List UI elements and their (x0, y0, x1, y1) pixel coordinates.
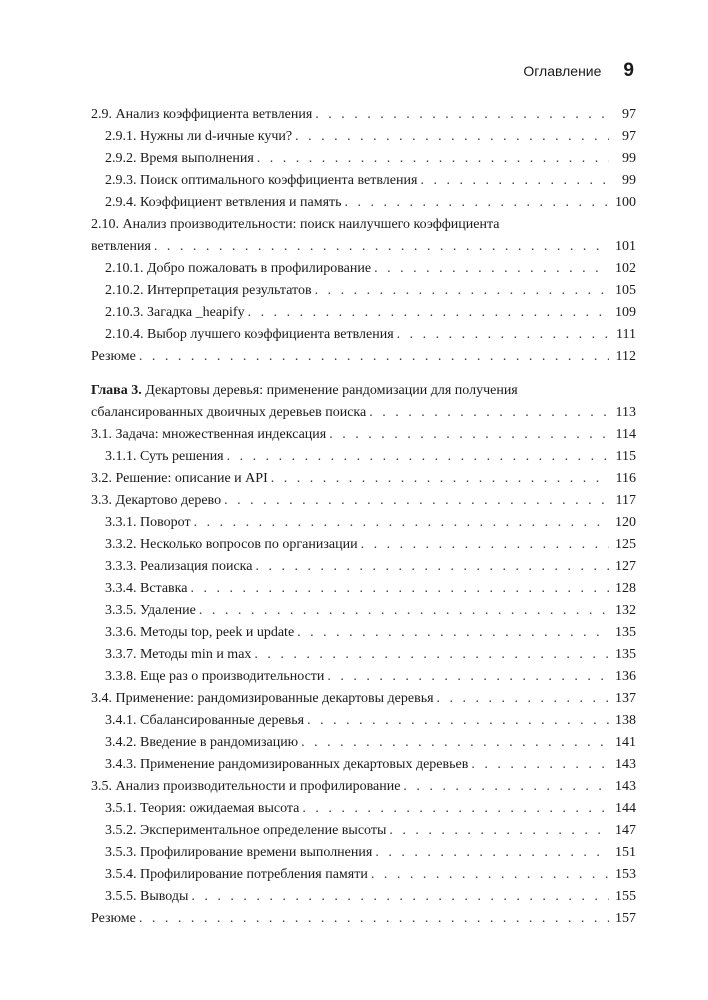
toc-entry (91, 424, 636, 446)
toc-entry-title: 3.4.3. Применение рандомизированных декартовых деревьев (105, 757, 469, 772)
toc-entry-title: Резюме (91, 911, 136, 926)
toc-entry (91, 236, 636, 258)
toc-page-number: 101 (615, 239, 636, 254)
toc-entry (91, 798, 636, 820)
leader-dots (257, 148, 609, 170)
toc-entry-title: 3.3.3. Реализация поиска (105, 559, 253, 574)
leader-dots (420, 170, 609, 192)
toc-entry (91, 346, 636, 368)
toc-page-number: 97 (622, 129, 636, 144)
toc-entry (91, 644, 636, 666)
toc-entry-title: 3.5. Анализ производительности и профилирование (91, 779, 401, 794)
toc-entry-title: 3.5.1. Теория: ожидаемая высота (105, 801, 300, 816)
toc-page-number: 155 (615, 889, 636, 904)
toc-entry-title: 3.5.4. Профилирование потребления памяти (105, 867, 368, 882)
toc-page-number: 113 (615, 405, 636, 420)
table-of-contents (91, 104, 636, 930)
running-header (523, 60, 634, 82)
toc-page-number: 102 (615, 261, 636, 276)
leader-dots (307, 710, 609, 732)
toc-entry (91, 666, 636, 688)
toc-entry (91, 622, 636, 644)
toc-page-number: 157 (615, 911, 636, 926)
leader-dots (369, 402, 609, 424)
toc-entry (91, 842, 636, 864)
leader-dots (329, 424, 609, 446)
toc-page-number: 151 (615, 845, 636, 860)
toc-entry (91, 192, 636, 214)
toc-entry-title: 3.4. Применение: рандомизированные декартовы деревья (91, 691, 434, 706)
chapter-title-line2: сбалансированных двоичных деревьев поиска (91, 405, 367, 420)
toc-page-number: 132 (615, 603, 636, 618)
leader-dots (345, 192, 609, 214)
leader-dots (254, 644, 609, 666)
toc-entry-title: 3.4.2. Введение в рандомизацию (105, 735, 299, 750)
leader-dots (302, 798, 609, 820)
leader-dots (327, 666, 609, 688)
toc-page-number: 153 (615, 867, 636, 882)
toc-entry-title: 2.9.4. Коэффициент ветвления и память (105, 195, 342, 210)
toc-entry-title: 3.3. Декартово дерево (91, 493, 222, 508)
toc-page-number: 120 (615, 515, 636, 530)
toc-entry (91, 104, 636, 126)
leader-dots (471, 754, 609, 776)
toc-section-3 (91, 424, 636, 930)
leader-dots (315, 280, 609, 302)
toc-entry (91, 170, 636, 192)
leader-dots (371, 864, 609, 886)
toc-entry-title: 2.9.2. Время выполнения (105, 151, 254, 166)
leader-dots (361, 534, 609, 556)
toc-page-number: 112 (615, 349, 636, 364)
chapter-prefix: Глава 3. (91, 383, 142, 398)
toc-page-number: 116 (615, 471, 636, 486)
toc-entry-title: 3.3.2. Несколько вопросов по организации (105, 537, 358, 552)
toc-entry-title: 3.4.1. Сбалансированные деревья (105, 713, 305, 728)
toc-entry (91, 512, 636, 534)
toc-entry-title: 3.3.7. Методы min и max (105, 647, 252, 662)
toc-page-number: 144 (615, 801, 636, 816)
toc-entry (91, 302, 636, 324)
toc-page-number: 109 (615, 305, 636, 320)
toc-page-number: 147 (615, 823, 636, 838)
toc-page-number: 99 (622, 151, 636, 166)
toc-page-number: 111 (616, 327, 636, 342)
toc-page-number: 143 (615, 757, 636, 772)
toc-entry-title-line1: 2.10. Анализ производительности: поиск наилучшего коэффициента (91, 217, 500, 232)
leader-dots (191, 886, 609, 908)
leader-dots (227, 446, 609, 468)
toc-entry (91, 280, 636, 302)
toc-entry (91, 468, 636, 490)
toc-page-number: 137 (615, 691, 636, 706)
toc-section-2 (91, 104, 636, 368)
toc-page-number: 100 (615, 195, 636, 210)
toc-entry-title: 3.3.4. Вставка (105, 581, 188, 596)
toc-entry-title: 2.9.3. Поиск оптимального коэффициента ветвления (105, 173, 418, 188)
toc-page-number: 125 (615, 537, 636, 552)
toc-entry-title: 2.10.1. Добро пожаловать в профилирование (105, 261, 372, 276)
toc-entry-title: 3.5.5. Выводы (105, 889, 189, 904)
toc-entry-title: 3.5.3. Профилирование времени выполнения (105, 845, 373, 860)
toc-entry-title: 2.10.4. Выбор лучшего коэффициента ветвления (105, 327, 394, 342)
toc-entry (91, 490, 636, 512)
toc-entry (91, 148, 636, 170)
toc-entry (91, 754, 636, 776)
toc-entry-title: 3.5.2. Экспериментальное определение высоты (105, 823, 387, 838)
leader-dots (301, 732, 609, 754)
toc-entry-title: 2.10.2. Интерпретация результатов (105, 283, 312, 298)
leader-dots (190, 578, 609, 600)
header-title: Оглавление (523, 63, 602, 79)
toc-page-number: 97 (622, 107, 636, 122)
leader-dots (315, 104, 609, 126)
toc-page-number: 128 (615, 581, 636, 596)
toc-entry-title: 3.3.1. Поворот (105, 515, 191, 530)
toc-page-number: 114 (615, 427, 636, 442)
leader-dots (403, 776, 609, 798)
toc-entry (91, 402, 636, 424)
toc-page-number: 127 (615, 559, 636, 574)
toc-entry (91, 258, 636, 280)
leader-dots (194, 512, 609, 534)
leader-dots (271, 468, 609, 490)
toc-page-number: 141 (615, 735, 636, 750)
leader-dots (199, 600, 609, 622)
toc-entry (91, 710, 636, 732)
toc-page-number: 99 (622, 173, 636, 188)
toc-entry-title: 2.9.1. Нужны ли d-ичные кучи? (105, 129, 293, 144)
toc-entry (91, 820, 636, 842)
chapter-title-line1: Декартовы деревья: применение рандомизации для получения (141, 383, 518, 398)
toc-entry-title: 3.1. Задача: множественная индексация (91, 427, 327, 442)
leader-dots (374, 258, 609, 280)
toc-chapter-3 (91, 380, 636, 424)
toc-entry-title: 3.3.6. Методы top, peek и update (105, 625, 295, 640)
toc-entry-title: ветвления (91, 239, 151, 254)
toc-entry (91, 578, 636, 600)
toc-entry (91, 776, 636, 798)
leader-dots (389, 820, 609, 842)
toc-entry (91, 126, 636, 148)
header-page-number: 9 (623, 60, 634, 81)
toc-entry (91, 908, 636, 930)
toc-page-number: 138 (615, 713, 636, 728)
toc-entry (91, 534, 636, 556)
leader-dots (154, 236, 609, 258)
toc-entry (91, 324, 636, 346)
leader-dots (437, 688, 609, 710)
toc-page-number: 136 (615, 669, 636, 684)
toc-entry (91, 732, 636, 754)
toc-entry-title: 2.10.3. Загадка _heapify (105, 305, 245, 320)
leader-dots (297, 622, 609, 644)
toc-entry-title: 3.2. Решение: описание и API (91, 471, 268, 486)
leader-dots (255, 556, 609, 578)
leader-dots (224, 490, 609, 512)
toc-entry-title: 3.3.8. Еще раз о производительности (105, 669, 325, 684)
toc-entry-title: Резюме (91, 349, 136, 364)
toc-entry (91, 600, 636, 622)
toc-entry (91, 556, 636, 578)
toc-page-number: 115 (615, 449, 636, 464)
toc-page-number: 143 (615, 779, 636, 794)
toc-entry (91, 688, 636, 710)
toc-entry-title: 2.9. Анализ коэффициента ветвления (91, 107, 313, 122)
toc-entry-title: 3.3.5. Удаление (105, 603, 196, 618)
toc-page-number: 117 (615, 493, 636, 508)
toc-entry-title: 3.1.1. Суть решения (105, 449, 224, 464)
toc-entry (91, 864, 636, 886)
leader-dots (248, 302, 609, 324)
toc-entry (91, 446, 636, 468)
leader-dots (397, 324, 609, 346)
toc-page-number: 105 (615, 283, 636, 298)
leader-dots (139, 908, 609, 930)
leader-dots (375, 842, 609, 864)
leader-dots (139, 346, 609, 368)
toc-entry (91, 886, 636, 908)
toc-page-number: 135 (615, 647, 636, 662)
toc-page-number: 135 (615, 625, 636, 640)
leader-dots (295, 126, 609, 148)
